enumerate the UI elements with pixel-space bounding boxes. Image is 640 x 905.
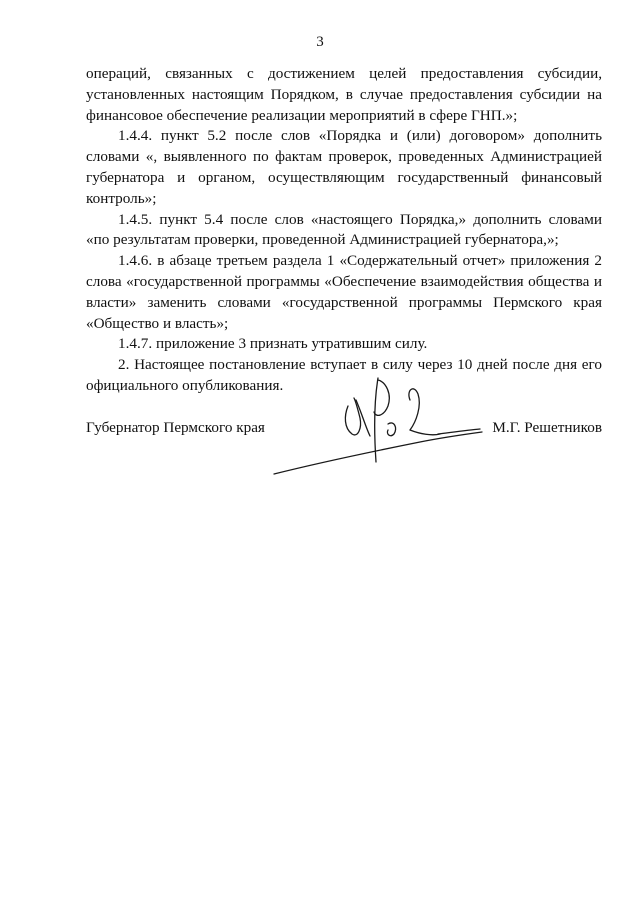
signature-block — [86, 419, 602, 443]
paragraph-1-4-6: 1.4.6. в абзаце третьем раздела 1 «Содержательный отчет» приложения 2 слова «государственной программы «Обеспечение взаимодействия общества и власти» заменить словами «государственной программы Пермского края «Общество и власть»; — [86, 252, 602, 332]
page-number: 3 — [316, 34, 324, 50]
signatory-title: Губернатор Пермского края — [86, 419, 265, 436]
document-body — [86, 64, 602, 397]
paragraph-1-4-4: 1.4.4. пункт 5.2 после слов «Порядка и (или) договором» дополнить словами «, выявленного по фактам проверок, проведенных Администрацией губернатора и органом, осуществляющим государственный финансовый контроль»; — [86, 127, 602, 207]
signatory-name: М.Г. Решетников — [492, 419, 602, 436]
paragraph-2: 2. Настоящее постановление вступает в силу через 10 дней после дня его официального опубликования. — [86, 356, 602, 394]
paragraph-1-4-5: 1.4.5. пункт 5.4 после слов «настоящего Порядка,» дополнить словами «по результатам проверки, проведенной Администрацией губернатора,»; — [86, 210, 602, 249]
paragraph-continuation: операций, связанных с достижением целей предоставления субсидии, установленных настоящим Порядком, в случае предоставления субсидии на финансовое обеспечение реализации мероприятий в сфере ГНП.»; — [86, 65, 602, 124]
paragraph-1-4-7: 1.4.7. приложение 3 признать утратившим силу. — [118, 335, 428, 353]
